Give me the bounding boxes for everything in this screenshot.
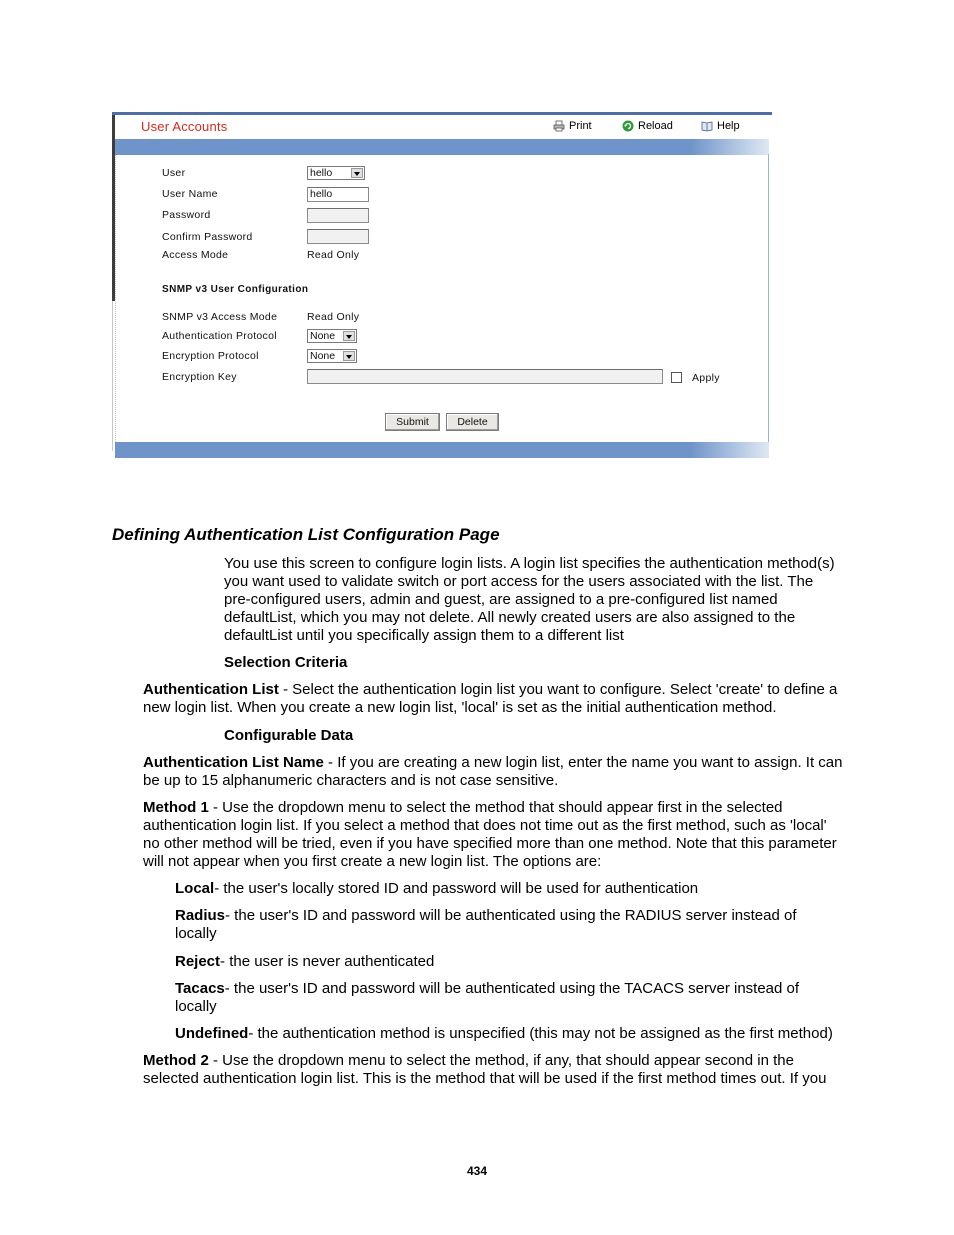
user-select-value: hello xyxy=(310,167,333,179)
access-mode-value: Read Only xyxy=(307,249,360,261)
right-border xyxy=(768,154,769,444)
enc-protocol-select[interactable] xyxy=(307,349,357,363)
radius-text: locally xyxy=(175,925,217,942)
confirm-password-label: Confirm Password xyxy=(162,231,253,243)
snmp-access-mode-label: SNMP v3 Access Mode xyxy=(162,311,278,323)
header-bar xyxy=(115,139,769,155)
option-reject xyxy=(175,953,434,971)
print-button[interactable] xyxy=(553,120,592,132)
reject-text: - the user is never authenticated xyxy=(220,953,435,970)
option-local xyxy=(175,880,698,898)
reload-icon xyxy=(622,120,634,132)
intro-paragraph xyxy=(224,555,835,645)
password-label: Password xyxy=(162,209,211,221)
auth-list-text: new login list. When you create a new login list, 'local' is set as the initial authentication method. xyxy=(143,699,777,716)
chevron-down-icon xyxy=(343,351,355,361)
help-label: Help xyxy=(717,120,740,132)
radius-term: Radius xyxy=(175,907,226,924)
method1-term: Method 1 xyxy=(143,799,209,816)
auth-list-name-term: Authentication List Name xyxy=(143,754,324,771)
method2-text: selected authentication login list. This is the method that will be used if the first method times out. If you xyxy=(143,1070,827,1087)
auth-protocol-label: Authentication Protocol xyxy=(162,330,277,342)
section-heading: Defining Authentication List Configuration Page xyxy=(112,525,500,544)
option-tacacs xyxy=(175,980,799,1016)
auth-list-name-text: - If you are creating a new login list, enter the name you want to assign. It can xyxy=(323,754,843,771)
auth-list-name-paragraph xyxy=(143,754,842,790)
page-title: User Accounts xyxy=(141,119,228,134)
password-input[interactable] xyxy=(307,208,369,223)
intro-line: defaultList, which you may not delete. All newly created users are also assigned to the xyxy=(224,609,796,626)
user-label: User xyxy=(162,167,186,179)
page-number: 434 xyxy=(466,1164,488,1178)
submit-button[interactable]: Submit xyxy=(385,413,440,431)
reload-button[interactable] xyxy=(622,120,673,132)
access-mode-label: Access Mode xyxy=(162,249,229,261)
radius-text: - the user's ID and password will be authenticated using the RADIUS server instead of xyxy=(225,907,797,924)
intro-line: you want used to validate switch or port access for the users associated with the list. The xyxy=(224,573,814,590)
method2-term: Method 2 xyxy=(143,1052,209,1069)
snmp-access-mode-value: Read Only xyxy=(307,311,360,323)
top-border xyxy=(112,112,772,115)
intro-line: You use this screen to configure login lists. A login list specifies the authentication method(s) xyxy=(224,555,835,572)
reload-label: Reload xyxy=(638,120,673,132)
reject-term: Reject xyxy=(175,953,221,970)
print-label: Print xyxy=(569,120,592,132)
username-input[interactable]: hello xyxy=(307,187,369,202)
user-select[interactable] xyxy=(307,166,365,180)
snmp-section-title: SNMP v3 User Configuration xyxy=(162,284,309,295)
method1-text: no other method will be tried, even if you have specified more than one method. Note that this parameter xyxy=(143,835,837,852)
option-radius xyxy=(175,907,797,943)
method1-text: - Use the dropdown menu to select the method that should appear first in the selected xyxy=(208,799,783,816)
undefined-term: Undefined xyxy=(175,1025,249,1042)
left-border-lower xyxy=(112,301,113,451)
method1-text: will not appear when you first create a new login list. The options are: xyxy=(143,853,602,870)
apply-checkbox[interactable] xyxy=(671,372,682,383)
option-undefined xyxy=(175,1025,833,1043)
chevron-down-icon xyxy=(343,331,355,341)
user-accounts-screenshot xyxy=(112,112,772,460)
intro-line: pre-configured users, admin and guest, are assigned to a pre-configured list named xyxy=(224,591,778,608)
enc-protocol-label: Encryption Protocol xyxy=(162,350,259,362)
help-book-icon xyxy=(701,120,713,132)
chevron-down-icon xyxy=(351,168,363,178)
delete-button[interactable]: Delete xyxy=(446,413,499,431)
local-text: - the user's locally stored ID and password will be used for authentication xyxy=(214,880,699,897)
local-term: Local xyxy=(175,880,215,897)
tacacs-text: - the user's ID and password will be authenticated using the TACACS server instead of xyxy=(224,980,800,997)
confirm-password-input[interactable] xyxy=(307,229,369,244)
auth-protocol-select[interactable] xyxy=(307,329,357,343)
configurable-data-heading: Configurable Data xyxy=(224,727,354,744)
selection-criteria-heading: Selection Criteria xyxy=(224,654,348,671)
enc-key-input[interactable] xyxy=(307,369,663,384)
undefined-text: - the authentication method is unspecified (this may not be assigned as the first method) xyxy=(248,1025,833,1042)
auth-list-paragraph xyxy=(143,681,837,717)
method1-text: authentication login list. If you select a method that does not time out as the first method, such as 'local' xyxy=(143,817,827,834)
auth-protocol-value: None xyxy=(310,330,336,342)
intro-line: defaultList until you specifically assign them to a different list xyxy=(224,627,624,644)
footer-bar xyxy=(115,442,769,458)
tacacs-text: locally xyxy=(175,998,217,1015)
enc-key-label: Encryption Key xyxy=(162,371,237,383)
help-button[interactable] xyxy=(701,120,740,132)
auth-list-term: Authentication List xyxy=(143,681,279,698)
printer-icon xyxy=(553,120,565,132)
method2-paragraph xyxy=(143,1052,826,1088)
username-label: User Name xyxy=(162,188,218,200)
enc-protocol-value: None xyxy=(310,350,336,362)
method1-paragraph xyxy=(143,799,837,871)
apply-label: Apply xyxy=(692,372,720,384)
auth-list-text: - Select the authentication login list you want to configure. Select 'create' to define a xyxy=(278,681,838,698)
tacacs-term: Tacacs xyxy=(175,980,225,997)
auth-list-name-text: be up to 15 alphanumeric characters and is not case sensitive. xyxy=(143,772,559,789)
method2-text: - Use the dropdown menu to select the method, if any, that should appear second in the xyxy=(208,1052,794,1069)
